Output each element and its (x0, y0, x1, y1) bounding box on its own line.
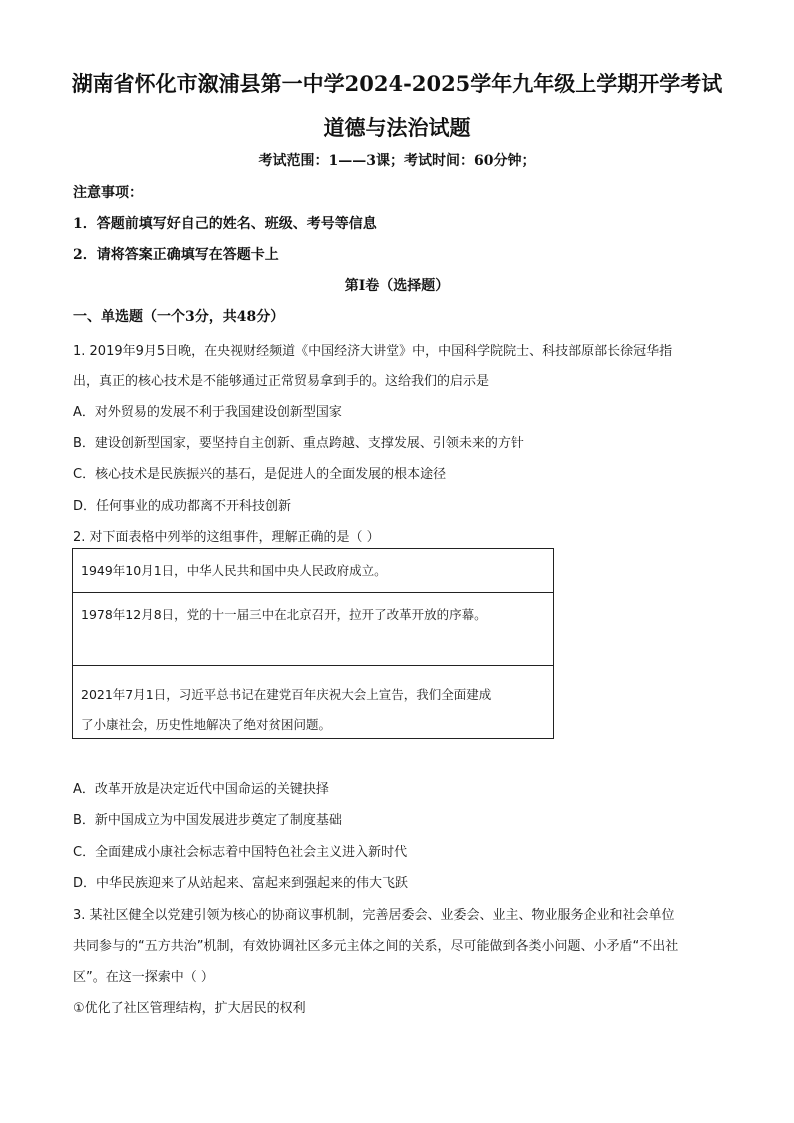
notice-item: 1．答题前填写好自己的姓名、班级、考号等信息 (73, 216, 377, 232)
table-cell: 2021年7月1日，习近平总书记在建党百年庆祝大会上宣告，我们全面建成 (81, 687, 492, 702)
statement-item: ①优化了社区管理结构，扩大居民的权利 (73, 1001, 306, 1016)
option-c: C．核心技术是民族振兴的基石，是促进人的全面发展的根本途径 (73, 467, 447, 482)
events-table (72, 548, 554, 739)
option-d: D．中华民族迎来了从站起来、富起来到强起来的伟大飞跃 (73, 876, 409, 891)
question-stem: 共同参与的“五方共治”机制，有效协调社区多元主体之间的关系，尽可能做到各类小问题、小矛盾“不出社 (73, 939, 679, 954)
exam-title: 湖南省怀化市溆浦县第一中学2024-2025学年九年级上学期开学考试 (71, 71, 723, 96)
option-b: B．建设创新型国家，要坚持自主创新、重点跨越、支撑发展、引领未来的方针 (73, 436, 524, 451)
question-stem: 出，真正的核心技术是不能够通过正常贸易拿到手的。这给我们的启示是 (73, 374, 490, 389)
option-d: D．任何事业的成功都离不开科技创新 (73, 499, 292, 514)
exam-subject-title: 道德与法治试题 (323, 115, 471, 140)
table-row (73, 666, 553, 738)
question-stem: 1. 2019年9月5日晚，在央视财经频道《中国经济大讲堂》中，中国科学院院士、科技部原部长徐冠华指 (73, 344, 673, 359)
question-stem: 区”。在这一探索中（ ） (73, 970, 214, 985)
option-c: C．全面建成小康社会标志着中国特色社会主义进入新时代 (73, 845, 408, 860)
table-row (73, 549, 553, 593)
section-title: 一、单选题（一个3分，共48分） (73, 309, 285, 325)
volume-title: 第I卷（选择题） (344, 278, 450, 294)
option-a: A．改革开放是决定近代中国命运的关键抉择 (73, 782, 329, 797)
question-stem: 2. 对下面表格中列举的这组事件，理解正确的是（ ） (73, 530, 380, 545)
option-b: B．新中国成立为中国发展进步奠定了制度基础 (73, 813, 342, 828)
question-stem: 3. 某社区健全以党建引领为核心的协商议事机制，完善居委会、业委会、业主、物业服务企业和社会单位 (73, 908, 675, 923)
notice-heading: 注意事项： (73, 185, 143, 201)
exam-scope: 考试范围：1——3课；考试时间：60分钟； (258, 153, 536, 169)
table-row (73, 593, 553, 666)
option-a: A．对外贸易的发展不利于我国建设创新型国家 (73, 405, 342, 420)
table-cell: 1949年10月1日，中华人民共和国中央人民政府成立。 (81, 563, 387, 578)
table-cell: 1978年12月8日，党的十一届三中在北京召开，拉开了改革开放的序幕。 (81, 607, 487, 622)
table-cell: 了小康社会，历史性地解决了绝对贫困问题。 (81, 717, 332, 732)
notice-item: 2．请将答案正确填写在答题卡上 (73, 247, 279, 263)
